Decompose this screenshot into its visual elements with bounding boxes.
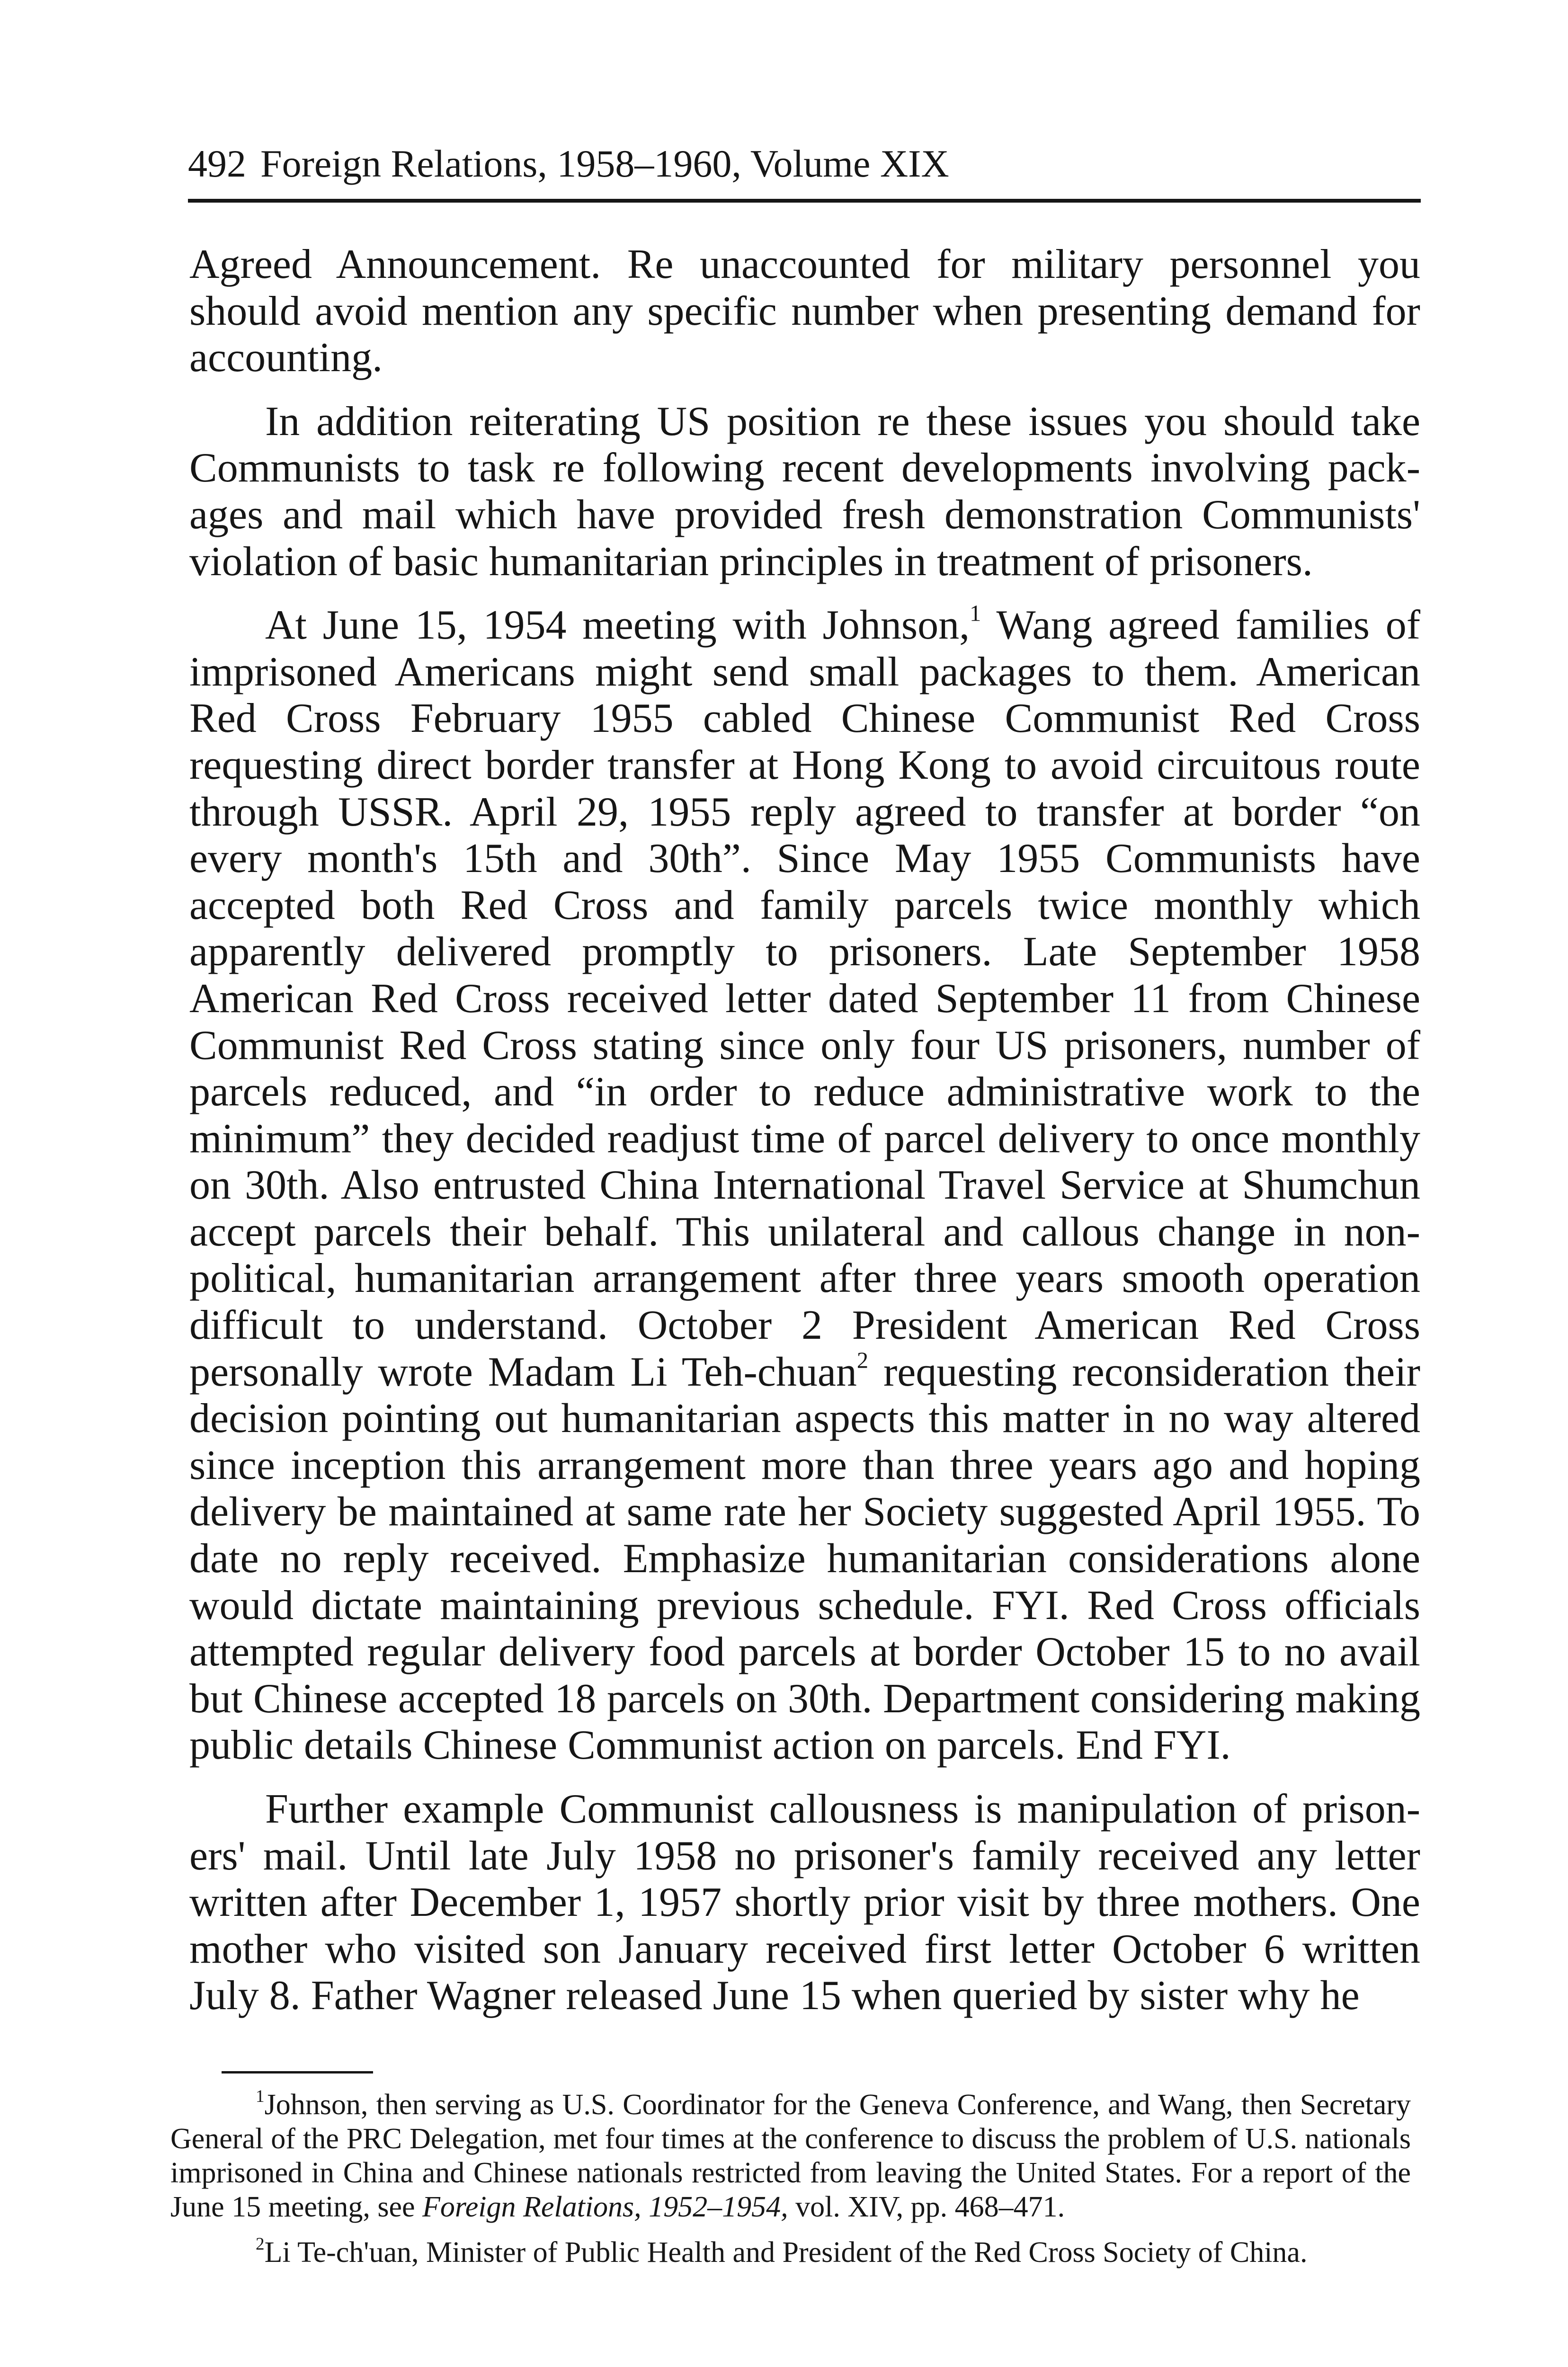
footnote-1-after: vol. XIV, pp. 468–471. [788, 2191, 1065, 2223]
header-rule [188, 199, 1421, 203]
footnote-ref-1[interactable]: 1 [970, 601, 981, 626]
footnote-2-marker: 2 [256, 2234, 265, 2254]
footnote-1-text: Johnson, then serving as U.S. Coordinator for the Geneva Conference, and Wang, then Secretary General of the PRC Delegation, met four times at the conference to discuss the problem of U.S. nationals imprisoned in China and Chinese nationals restricted from leaving the United States. For a report of the June 15 meeting, see [170, 2089, 1411, 2223]
footnote-2 [170, 2235, 1411, 2269]
paragraph-1: Agreed Announcement. Re unaccounted for military personnel you should avoid mention any specific number when presenting demand for accounting. [189, 241, 1420, 381]
footnote-1 [170, 2088, 1411, 2224]
paragraph-3 [189, 602, 1420, 1769]
paragraph-2: In addition reiterating US position re these issues you should take Communists to task re following recent developments involving packages and mail which have provided fresh demonstration Communists' violation of basic humanitarian principles in treatment of prisoners. [189, 398, 1420, 585]
paragraph-3-start: At June 15, 1954 meeting with Johnson, [265, 602, 970, 649]
footnote-2-text: Li Te-ch'uan, Minister of Public Health and President of the Red Cross Society of China. [264, 2236, 1308, 2269]
paragraph-3-middle: Wang agreed families of imprisoned Americans might send small packages to them. American Red Cross February 1955 cabled Chinese Communist Red Cross requesting direct border transfer at Hong Kong to avoid circuitous route through USSR. April 29, 1955 reply agreed to transfer at border “on every month's 15th and 30th”. Since May 1955 Communists have accepted both Red Cross and family parcels twice monthly which apparently delivered promptly to prisoners. Late September 1958 American Red Cross received letter dated September 11 from Chinese Communist Red Cross stating since only four US prisoners, number of parcels reduced, and “in order to reduce administrative work to the minimum” they decided readjust time of parcel delivery to once monthly on 30th. Also entrusted China International Travel Service at Shumchun accept parcels their behalf. This unilateral and callous change in non-political, humanitarian arrangement after three years smooth operation difficult to understand. October 2 President American Red Cross personally wrote Madam Li Teh-chuan [189, 602, 1420, 1395]
footnotes [170, 2088, 1411, 2281]
running-head [188, 140, 1419, 187]
body-text [189, 241, 1420, 2020]
footnote-ref-2[interactable]: 2 [856, 1347, 869, 1373]
footnote-rule [222, 2071, 373, 2073]
footnote-1-marker: 1 [256, 2086, 265, 2106]
footnote-1-citation: Foreign Relations, 1952–1954, [422, 2191, 788, 2223]
paragraph-4: Further example Communist callousness is manipulation of prisoners' mail. Until late July 1958 no prisoner's family received any letter written after December 1, 1957 shortly prior visit by three mothers. One mother who visited son January received first letter October 6 written July 8. Father Wagner released June 15 when queried by sister why he [189, 1786, 1420, 2019]
paragraph-3-end: requesting reconsideration their decision pointing out humanitarian aspects this matter in no way altered since inception this arrangement more than three years ago and hoping delivery be maintained at same rate her Society suggested April 1955. To date no reply received. Emphasize humanitarian considerations alone would dictate maintaining previous schedule. FYI. Red Cross officials attempted regular delivery food parcels at border October 15 to no avail but Chinese accepted 18 parcels on 30th. Department considering making public details Chinese Communist action on parcels. End FYI. [189, 1349, 1420, 1769]
running-title: Foreign Relations, 1958–1960, Volume XIX [260, 142, 949, 185]
page-number: 492 [188, 142, 246, 185]
